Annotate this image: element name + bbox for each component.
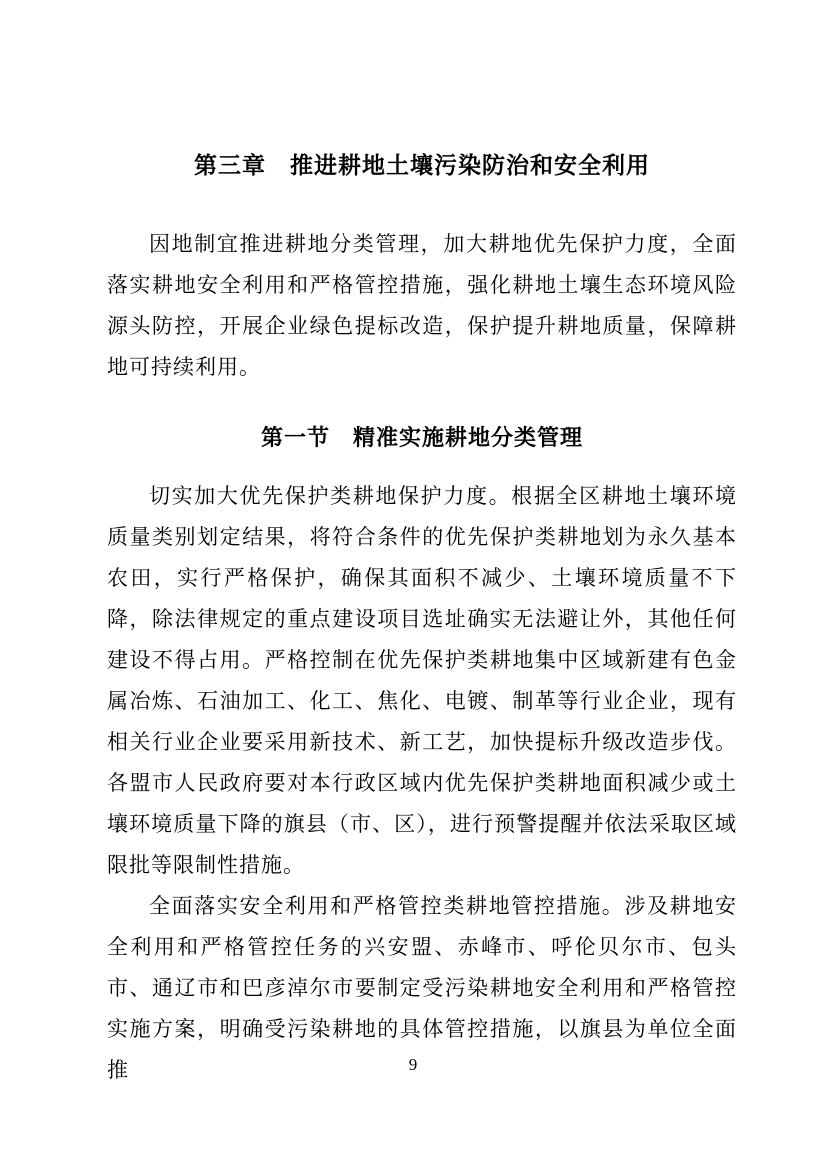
paragraph-priority-protection: 切实加大优先保护类耕地保护力度。根据全区耕地土壤环境质量类别划定结果，将符合条件的优先保护类耕地划为永久基本农田，实行严格保护，确保其面积不减少、土壤环境质量不下降，除法律规定的重点建设项目选址确实无法避让外，其他任何建设不得占用。严格控制在优先保护类耕地集中区域新建有色金属冶炼、石油加工、化工、焦化、电镀、制革等行业企业，现有相关行业企业要采用新技术、新工艺，加快提标升级改造步伐。各盟市人民政府要对本行政区域内优先保护类耕地面积减少或土壤环境质量下降的旗县（市、区），进行预警提醒并依法采取区域限批等限制性措施。 xyxy=(107,484,737,877)
chapter-title: 第三章 推进耕地土壤污染防治和安全利用 xyxy=(194,152,650,178)
paragraph-safe-use-control: 全面落实安全利用和严格管控类耕地管控措施。涉及耕地安全利用和严格管控任务的兴安盟、赤峰市、呼伦贝尔市、包头市、通辽市和巴彦淖尔市要制定受污染耕地安全利用和严格管控实施方案，明确受污染耕地的具体管控措施，以旗县为单位全面推 xyxy=(107,894,737,1082)
section-title: 第一节 精准实施耕地分类管理 xyxy=(260,425,583,450)
page-number: 9 xyxy=(408,1055,418,1074)
page-content xyxy=(107,0,737,1091)
paragraph-intro: 因地制宜推进耕地分类管理，加大耕地优先保护力度，全面落实耕地安全利用和严格管控措施，强化耕地土壤生态环境风险源头防控，开展企业绿色提标改造，保护提升耕地质量，保障耕地可持续利用。 xyxy=(107,232,737,379)
